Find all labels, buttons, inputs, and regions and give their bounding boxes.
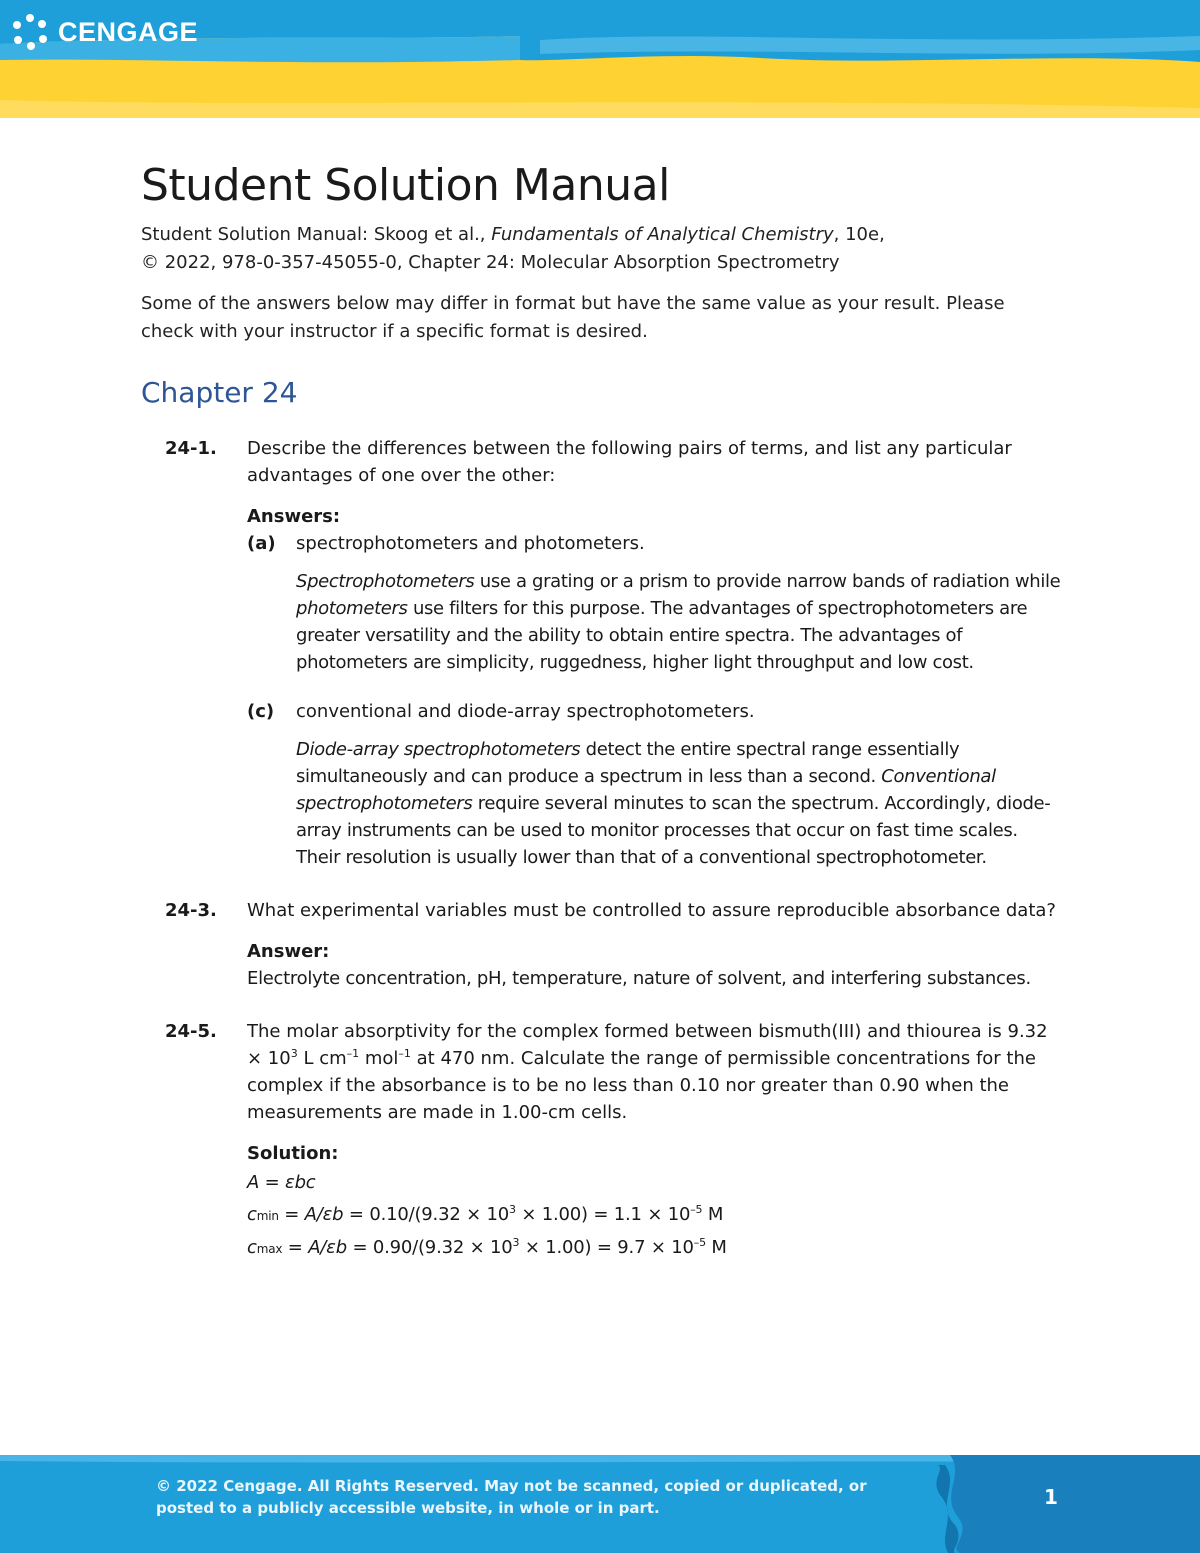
footer-band — [0, 1455, 1200, 1553]
solution-label: Solution: — [247, 1142, 339, 1164]
text: L cm — [297, 1047, 347, 1069]
text: × 1.00) = 1.1 × 10 — [515, 1203, 691, 1225]
part-answer — [296, 736, 1061, 871]
page-title: Student Solution Manual — [141, 160, 670, 211]
part-answer — [296, 568, 1061, 676]
answer-text: use a grating or a prism to provide narrow bands of radiation while — [474, 570, 1061, 592]
part-prompt: conventional and diode-array spectrophotometers. — [296, 700, 755, 722]
superscript: –5 — [693, 1235, 706, 1249]
brand-name: CENGAGE — [58, 16, 199, 47]
cengage-asterisk-icon — [10, 12, 50, 52]
text: = — [282, 1236, 309, 1258]
question-text: Describe the differences between the following pairs of terms, and list any particular advantages of one over the other: — [247, 437, 1012, 486]
part-letter: (c) — [247, 700, 275, 722]
text: = 0.10/(9.32 × 10 — [343, 1203, 510, 1225]
answer-text: use filters for this purpose. The advantages of spectrophotometers are greater versatility and the ability to obtain entire spectra. The advantages of photometers are simplicity, ruggedness, higher light throughput and low cost. — [296, 597, 1028, 673]
superscript: –1 — [398, 1046, 411, 1060]
equation-text: A = εbc — [247, 1171, 316, 1193]
header-band — [0, 0, 1200, 118]
question-24-5 — [141, 1018, 1061, 1265]
citation-edition: , 10e, — [833, 223, 885, 245]
text: × 1.00) = 9.7 × 10 — [519, 1236, 694, 1258]
book-title: Fundamentals of Analytical Chemistry — [491, 223, 834, 245]
equation-beer-law — [247, 1167, 1061, 1199]
term: Diode-array spectrophotometers — [296, 738, 581, 760]
intro-paragraph: Some of the answers below may differ in format but have the same value as your result. Please check with your instructor if a specific format is desired. — [141, 292, 1005, 342]
equation-cmin — [247, 1199, 1061, 1232]
text: = — [278, 1203, 305, 1225]
copyright-notice: © 2022 Cengage. All Rights Reserved. May not be scanned, copied or duplicated, or posted to a publicly accessible website, in whole or in part. — [156, 1477, 867, 1517]
variable: c — [247, 1203, 257, 1225]
text: at 470 nm. Calculate the range of permissible concentrations for the complex if the absorbance is to be no less than 0.10 nor greater than 0.90 when the measurements are made in 1.00-cm cells. — [247, 1047, 1036, 1123]
text: M — [702, 1203, 724, 1225]
question-number: 24-5. — [165, 1020, 217, 1042]
text: mol — [359, 1047, 399, 1069]
answer-label: Answer: — [247, 940, 330, 962]
question-24-3 — [141, 897, 1061, 992]
text: M — [705, 1236, 727, 1258]
question-number: 24-3. — [165, 899, 217, 921]
subscript: max — [256, 1241, 283, 1256]
superscript: 3 — [290, 1046, 298, 1060]
variable: A/εb — [304, 1203, 344, 1225]
subscript: min — [256, 1208, 279, 1223]
question-24-1 — [141, 435, 1061, 871]
question-text: What experimental variables must be controlled to assure reproducible absorbance data? — [247, 899, 1056, 921]
part-a — [247, 530, 1061, 676]
superscript: –1 — [346, 1046, 360, 1060]
equation-cmax — [247, 1232, 1061, 1265]
answers-label: Answers: — [247, 505, 341, 527]
citation-line2: © 2022, 978-0-357-45055-0, Chapter 24: Molecular Absorption Spectrometry — [141, 251, 840, 273]
superscript: –5 — [690, 1202, 703, 1216]
document-content — [141, 160, 1061, 1265]
term: photometers — [296, 597, 408, 619]
part-c — [247, 698, 1061, 871]
answer-text: Electrolyte concentration, pH, temperature, nature of solvent, and interfering substances. — [247, 967, 1031, 989]
part-prompt: spectrophotometers and photometers. — [296, 532, 645, 554]
superscript: 3 — [509, 1202, 516, 1216]
book-citation — [141, 221, 1061, 277]
variable: c — [247, 1236, 257, 1258]
text: = 0.90/(9.32 × 10 — [346, 1236, 513, 1258]
cengage-logo[interactable] — [10, 12, 198, 52]
answer-text: detect the entire spectral range essentially simultaneously and can produce a spectrum in less than a second. — [296, 738, 960, 787]
part-letter: (a) — [247, 532, 276, 554]
page-number: 1 — [1044, 1485, 1058, 1509]
term: Spectrophotometers — [296, 570, 475, 592]
text: The molar absorptivity for the complex formed between bismuth(III) and thiourea is 9.32 × 10 — [247, 1020, 1048, 1069]
chapter-heading: Chapter 24 — [141, 375, 298, 409]
question-text — [247, 1018, 1061, 1126]
superscript: 3 — [512, 1235, 520, 1249]
answer-text: require several minutes to scan the spectrum. Accordingly, diode-array instruments can be used to monitor processes that occur on fast time scales. Their resolution is usually lower than that of a conventional spectrophotometer. — [296, 792, 1051, 868]
variable: A/εb — [308, 1236, 347, 1258]
term: Conventional spectrophotometers — [296, 765, 996, 814]
citation-prefix: Student Solution Manual: Skoog et al., — [141, 223, 492, 245]
question-number: 24-1. — [165, 437, 217, 459]
